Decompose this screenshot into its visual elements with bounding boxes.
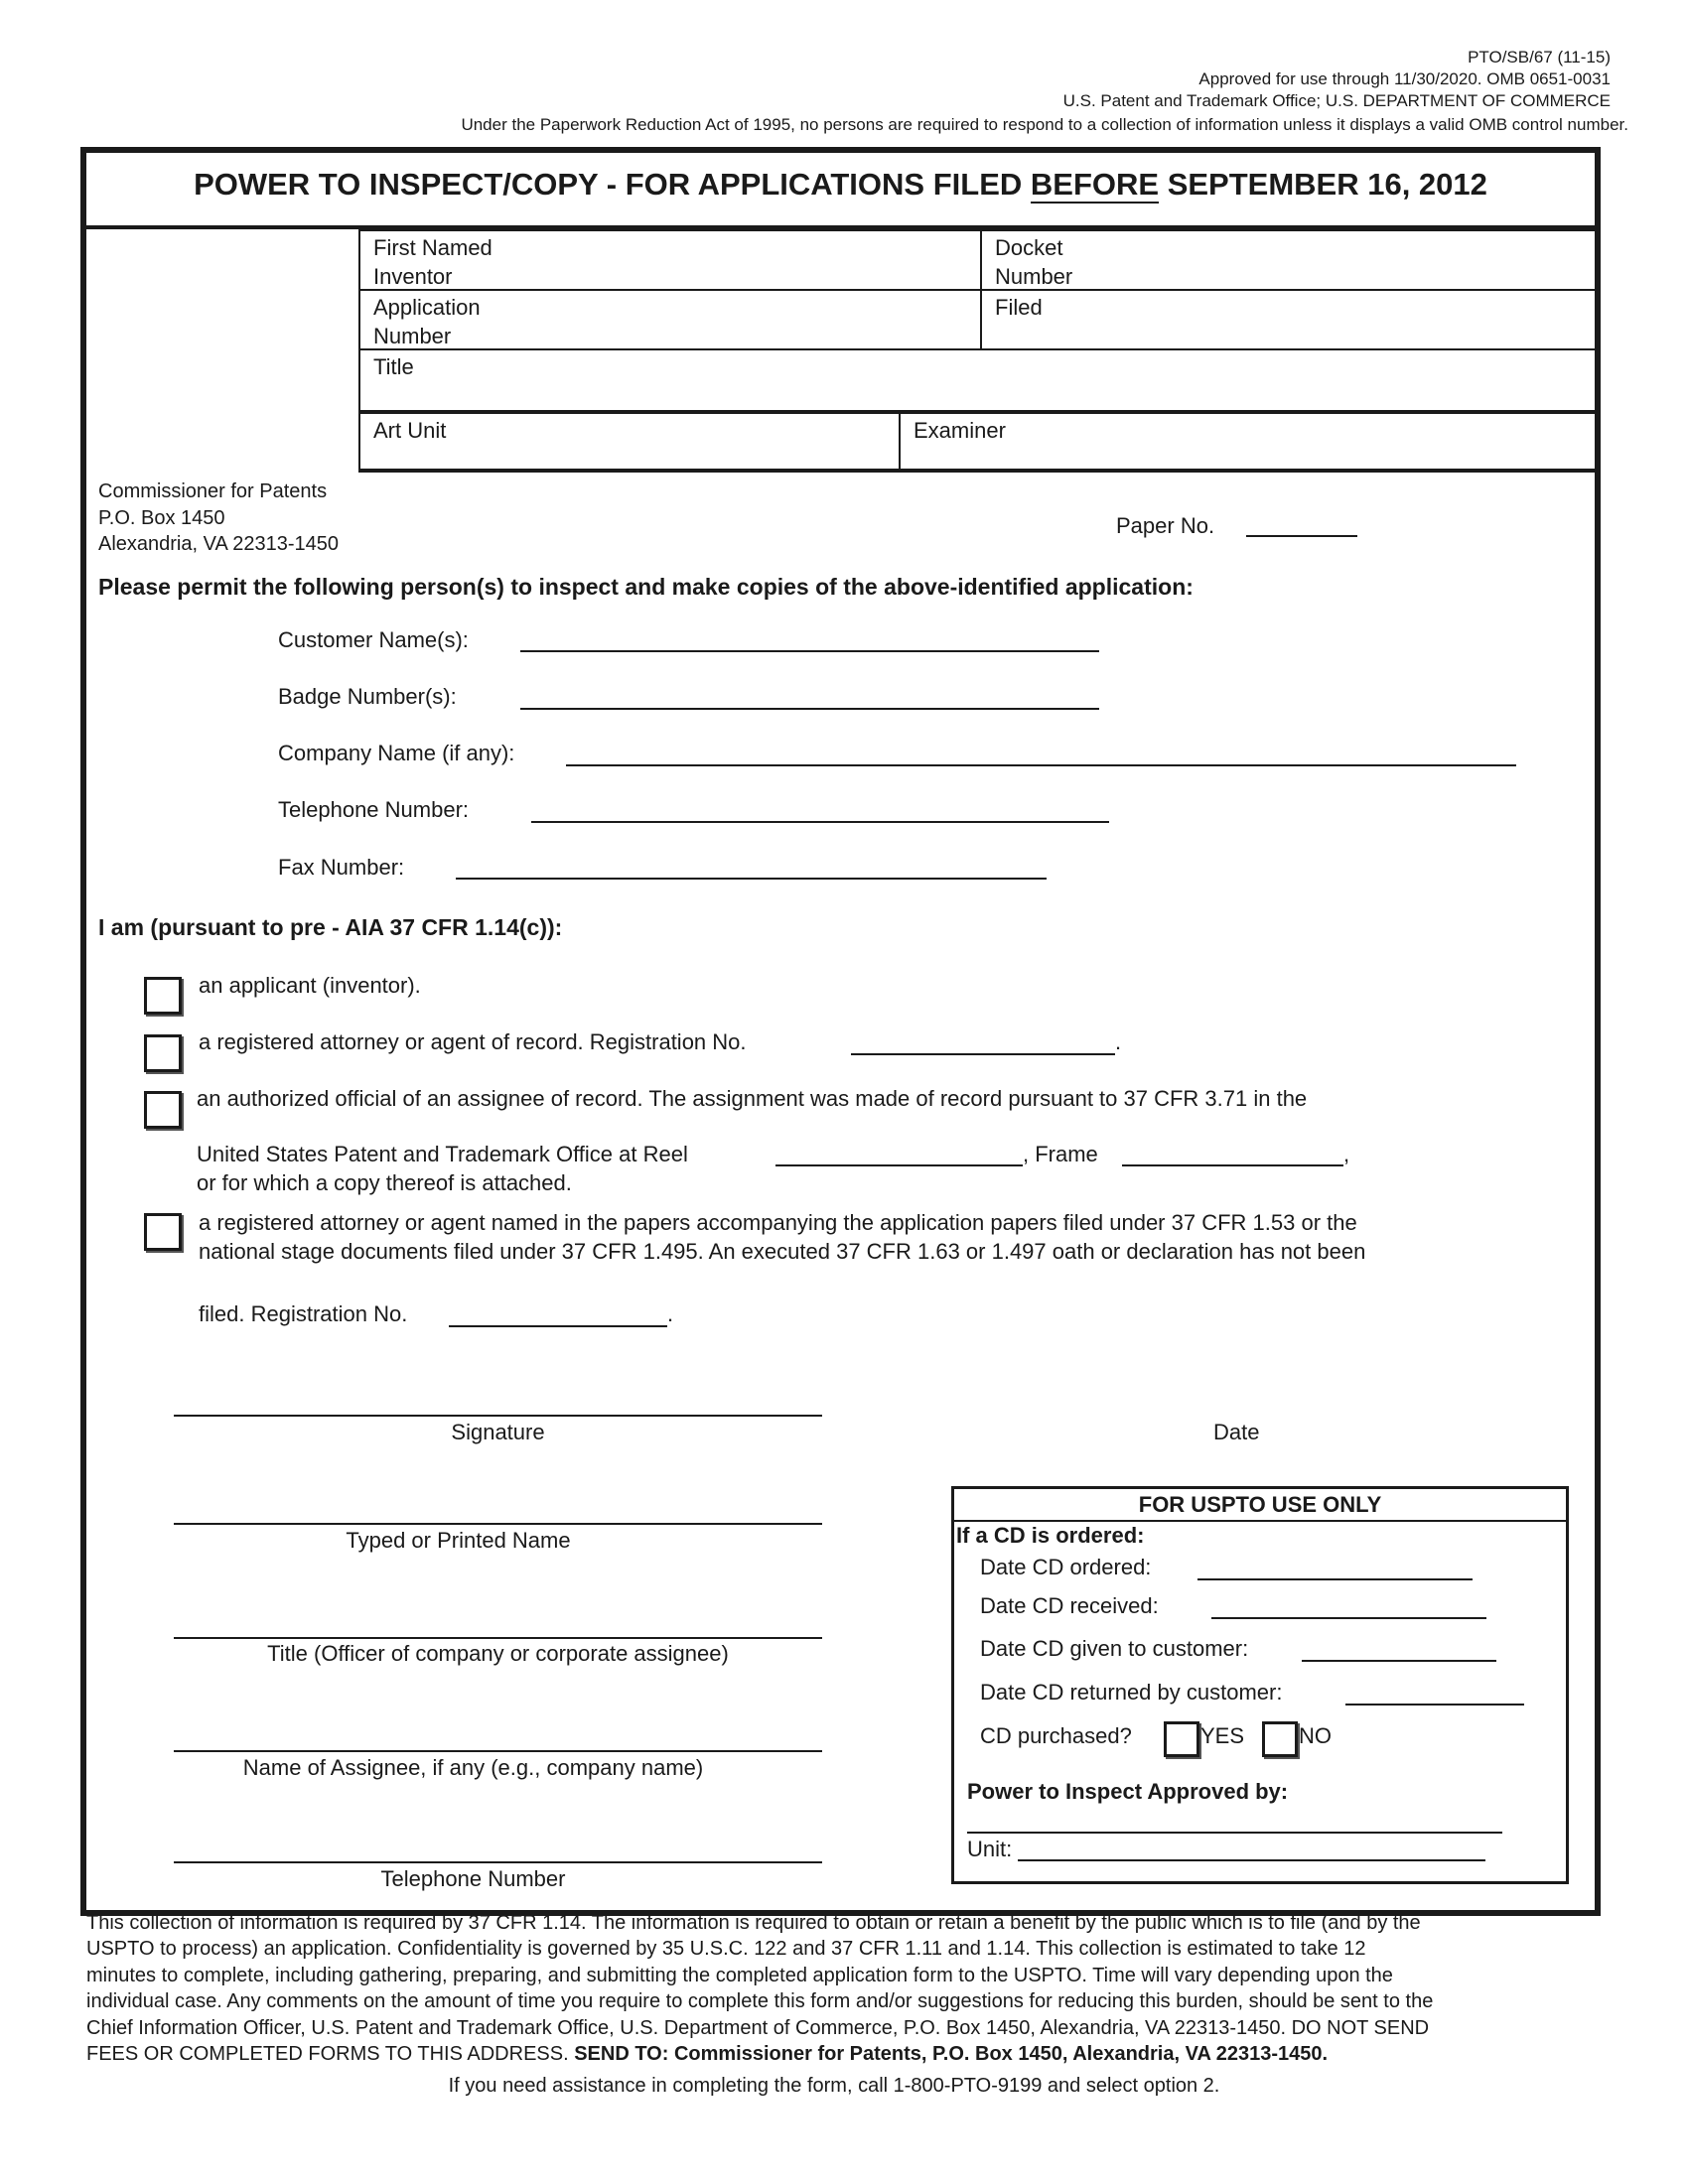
assignee-official-label: an authorized official of an assignee of record. The assignment was made of record pursuant to 37 CFR 3.71 in the [197, 1086, 1308, 1111]
named-attorney-label-3: filed. Registration No. [199, 1301, 408, 1326]
footer-line: This collection of information is required by 37 CFR 1.14. The information is required to obtain or retain a benefit by the public which is to file (and by the [86, 1912, 1421, 1934]
reel-label: United States Patent and Trademark Office at Reel [197, 1142, 688, 1166]
typed-name-input[interactable] [174, 1523, 822, 1525]
paperwork-notice: Under the Paperwork Reduction Act of 1995, no persons are required to respond to a collection of information unless it displays a valid OMB control number. [461, 115, 1628, 134]
title-underlined: BEFORE [1030, 167, 1160, 202]
application-number-field[interactable]: Application Number [358, 289, 982, 350]
date-cd-ordered-input[interactable] [1197, 1578, 1473, 1580]
telephone-label: Telephone Number: [278, 797, 470, 822]
named-registration-no-input[interactable] [449, 1325, 667, 1327]
cd-purchased-yes-checkbox[interactable] [1164, 1721, 1199, 1757]
art-unit-field[interactable]: Art Unit [358, 410, 901, 473]
footer-line [86, 2043, 1328, 2066]
title-row [80, 147, 1601, 229]
cd-purchased-label: CD purchased? [980, 1723, 1132, 1748]
page-title [80, 167, 1601, 203]
first-named-inventor-field[interactable]: First Named Inventor [358, 229, 982, 291]
date-cd-ordered-label: Date CD ordered: [980, 1555, 1152, 1579]
examiner-field[interactable]: Examiner [899, 410, 1597, 473]
unit-label: Unit: [967, 1837, 1013, 1861]
office-text: U.S. Patent and Trademark Office; U.S. DEPARTMENT OF COMMERCE [1062, 91, 1611, 110]
officer-title-input[interactable] [174, 1637, 822, 1639]
signature-label: Signature [451, 1420, 545, 1444]
period: . [667, 1301, 674, 1326]
footer-line: USPTO to process) an application. Confidentiality is governed by 35 U.S.C. 122 and 37 CFR 1.11 and 1.14. This collection is estimated to take 12 [86, 1938, 1366, 1960]
uspto-box-heading: FOR USPTO USE ONLY [954, 1489, 1566, 1522]
approved-by-label: Power to Inspect Approved by: [967, 1779, 1289, 1804]
period: . [1115, 1029, 1122, 1054]
approved-by-input[interactable] [967, 1832, 1502, 1834]
date-cd-given-input[interactable] [1302, 1660, 1496, 1662]
company-name-input[interactable] [566, 764, 1516, 766]
applicant-label: an applicant (inventor). [199, 973, 421, 998]
address-line: P.O. Box 1450 [98, 507, 225, 529]
address-line: Alexandria, VA 22313-1450 [98, 533, 340, 555]
signer-telephone-label: Telephone Number [380, 1866, 566, 1891]
footer-plain: FEES OR COMPLETED FORMS TO THIS ADDRESS. [86, 2043, 575, 2065]
officer-title-label: Title (Officer of company or corporate assignee) [267, 1641, 729, 1666]
date-cd-received-label: Date CD received: [980, 1593, 1159, 1618]
telephone-input[interactable] [531, 821, 1109, 823]
badge-number-label: Badge Number(s): [278, 684, 457, 709]
filed-field[interactable]: Filed [980, 289, 1597, 350]
attorney-of-record-checkbox[interactable] [144, 1034, 182, 1072]
title-field[interactable]: Title [358, 348, 1597, 412]
reel-input[interactable] [775, 1164, 1023, 1166]
approval-text: Approved for use through 11/30/2020. OMB 0651-0031 [1198, 69, 1611, 88]
date-cd-received-input[interactable] [1211, 1617, 1486, 1619]
footer-line: Chief Information Officer, U.S. Patent and Trademark Office, U.S. Department of Commerce, P.O. Box 1450, Alexandria, VA 22313-1450. DO NOT SEND [86, 2017, 1430, 2039]
comma: , [1343, 1142, 1350, 1166]
signer-telephone-input[interactable] [174, 1861, 822, 1863]
permit-heading: Please permit the following person(s) to inspect and make copies of the above-identified application: [98, 574, 1194, 600]
named-attorney-label: a registered attorney or agent named in the papers accompanying the application papers filed under 37 CFR 1.53 or the [199, 1210, 1357, 1235]
typed-name-label: Typed or Printed Name [346, 1528, 571, 1553]
date-cd-given-label: Date CD given to customer: [980, 1636, 1249, 1661]
title-suffix: SEPTEMBER 16, 2012 [1159, 167, 1487, 202]
pursuant-heading: I am (pursuant to pre - AIA 37 CFR 1.14(c)): [98, 914, 563, 940]
frame-input[interactable] [1122, 1164, 1343, 1166]
title-prefix: POWER TO INSPECT/COPY - FOR APPLICATIONS FILED [194, 167, 1031, 202]
assignee-official-checkbox[interactable] [144, 1091, 182, 1129]
no-label: NO [1299, 1723, 1332, 1748]
fax-label: Fax Number: [278, 855, 405, 880]
badge-number-input[interactable] [520, 708, 1099, 710]
named-attorney-checkbox[interactable] [144, 1213, 182, 1251]
footer-send-to: SEND TO: Commissioner for Patents, P.O. Box 1450, Alexandria, VA 22313-1450. [574, 2043, 1329, 2065]
date-cd-returned-label: Date CD returned by customer: [980, 1680, 1283, 1705]
footer-line: individual case. Any comments on the amount of time you require to complete this form and/or suggestions for reducing this burden, should be sent to the [86, 1990, 1434, 2012]
fax-input[interactable] [456, 878, 1047, 880]
signature-input[interactable] [174, 1415, 822, 1417]
company-name-label: Company Name (if any): [278, 741, 515, 765]
cd-purchased-no-checkbox[interactable] [1262, 1721, 1298, 1757]
customer-name-input[interactable] [520, 650, 1099, 652]
yes-label: YES [1200, 1723, 1245, 1748]
assignee-name-input[interactable] [174, 1750, 822, 1752]
attorney-label: a registered attorney or agent of record. Registration No. [199, 1029, 747, 1054]
date-label: Date [1213, 1420, 1260, 1444]
copy-attached-label: or for which a copy thereof is attached. [197, 1170, 572, 1195]
form-id: PTO/SB/67 (11-15) [1468, 48, 1611, 67]
named-attorney-label-2: national stage documents filed under 37 CFR 1.495. An executed 37 CFR 1.63 or 1.497 oath or declaration has not been [199, 1239, 1366, 1264]
date-cd-returned-input[interactable] [1345, 1704, 1524, 1706]
applicant-checkbox[interactable] [144, 977, 182, 1015]
cd-ordered-heading: If a CD is ordered: [956, 1523, 1145, 1548]
assignee-name-label: Name of Assignee, if any (e.g., company name) [242, 1755, 704, 1780]
docket-number-field[interactable]: Docket Number [980, 229, 1597, 291]
assistance-text: If you need assistance in completing the form, call 1-800-PTO-9199 and select option 2. [448, 2075, 1220, 2097]
paper-no-input[interactable] [1246, 535, 1357, 537]
registration-no-input[interactable] [851, 1053, 1115, 1055]
address-line: Commissioner for Patents [98, 480, 328, 502]
unit-input[interactable] [1018, 1859, 1485, 1861]
footer-line: minutes to complete, including gathering, preparing, and submitting the completed application form to the USPTO. Time will vary depending upon the [86, 1965, 1393, 1986]
customer-name-label: Customer Name(s): [278, 627, 469, 652]
paper-no-label: Paper No. [1116, 513, 1215, 538]
frame-label: , Frame [1023, 1142, 1098, 1166]
